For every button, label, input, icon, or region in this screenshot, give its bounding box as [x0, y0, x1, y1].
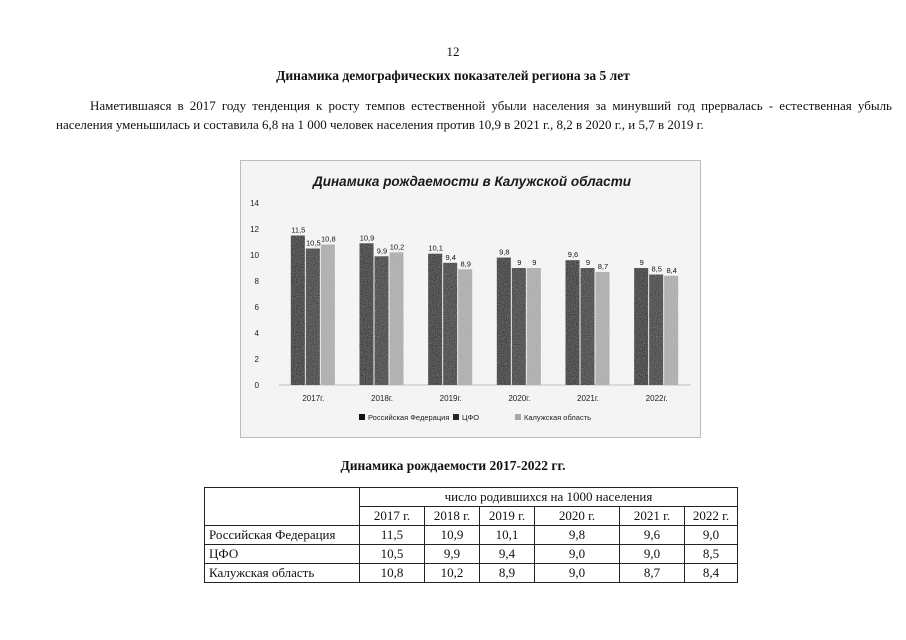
table-cell: 11,5 — [360, 526, 425, 545]
table-cell: 9,6 — [620, 526, 685, 545]
bar-2 — [649, 275, 663, 386]
bar-3 — [596, 272, 610, 385]
table-cell: 10,2 — [425, 564, 480, 583]
year-header: 2020 г. — [535, 507, 620, 526]
table-row — [205, 545, 738, 564]
data-label: 9,6 — [567, 250, 579, 260]
intro-text: Наметившаяся в 2017 году тенденция к росту темпов естественной убыли населения за минувший год прервалась - естественная убыль населения уменьшилась и составила 6,8 на 1 000 человек населения против 10,9 в 2021 г., 8,2 в 2020 г., и 5,7 в 2019 г. — [56, 98, 892, 132]
y-tick-label: 10 — [250, 251, 259, 260]
data-label: 11,5 — [291, 225, 306, 235]
bar-1 — [291, 236, 305, 386]
data-label: 9 — [585, 258, 591, 267]
table-header-row — [205, 488, 738, 507]
table-cell: 9,4 — [480, 545, 535, 564]
bar-3 — [527, 268, 541, 385]
x-tick-label: 2017г. — [302, 394, 325, 403]
intro-paragraph — [56, 96, 892, 134]
table-cell: 10,5 — [360, 545, 425, 564]
legend-label: ЦФО — [462, 413, 480, 422]
y-tick-label: 0 — [254, 381, 259, 390]
data-label: 10,8 — [321, 234, 336, 244]
y-tick-label: 2 — [254, 355, 259, 364]
y-tick-label: 4 — [254, 329, 259, 338]
bar-1 — [566, 260, 580, 385]
year-header: 2017 г. — [360, 507, 425, 526]
table-cell: 8,4 — [685, 564, 738, 583]
year-header: 2019 г. — [480, 507, 535, 526]
legend-swatch — [453, 414, 459, 420]
legend-swatch — [515, 414, 521, 420]
chart-title: Динамика рождаемости в Калужской области — [313, 174, 631, 189]
birth-rate-table — [204, 487, 738, 583]
table-cell: 10,8 — [360, 564, 425, 583]
data-label: 9,8 — [499, 247, 510, 257]
legend-label: Калужская область — [524, 413, 592, 422]
table-cell: 9,0 — [535, 545, 620, 564]
legend-label: Российская Федерация — [368, 413, 450, 422]
table-cell: 8,9 — [480, 564, 535, 583]
year-header: 2018 г. — [425, 507, 480, 526]
row-label: Калужская область — [205, 564, 360, 583]
y-tick-label: 6 — [254, 303, 259, 312]
table-cell: 9,0 — [535, 564, 620, 583]
table-cell: 9,9 — [425, 545, 480, 564]
data-label: 8,4 — [666, 265, 677, 275]
chart-canvas — [241, 161, 700, 437]
data-label: 9,4 — [445, 252, 456, 262]
bar-3 — [458, 269, 472, 385]
row-label: Российская Федерация — [205, 526, 360, 545]
data-label: 8,5 — [651, 264, 662, 274]
table-cell: 10,9 — [425, 526, 480, 545]
bar-2 — [443, 263, 457, 385]
bar-1 — [497, 258, 511, 385]
y-tick-label: 8 — [254, 277, 259, 286]
bar-1 — [428, 254, 442, 385]
bar-3 — [390, 252, 404, 385]
data-label: 10,2 — [389, 242, 405, 252]
bar-1 — [360, 243, 374, 385]
table-group-header: число родившихся на 1000 населения — [360, 488, 738, 507]
data-label: 8,9 — [460, 259, 471, 269]
x-tick-label: 2020г. — [508, 394, 531, 403]
year-header: 2021 г. — [620, 507, 685, 526]
bar-2 — [512, 268, 526, 385]
data-label: 8,7 — [597, 261, 609, 271]
data-label: 9,9 — [376, 246, 388, 256]
bar-3 — [664, 276, 678, 385]
table-row — [205, 526, 738, 545]
data-label: 10,5 — [306, 238, 321, 248]
page-number: 12 — [446, 44, 460, 59]
row-label: ЦФО — [205, 545, 360, 564]
y-tick-label: 12 — [250, 225, 259, 234]
table-corner-cell — [205, 488, 360, 526]
data-label: 9 — [517, 258, 522, 267]
table-cell: 9,0 — [620, 545, 685, 564]
birth-rate-chart — [240, 160, 701, 438]
data-label: 9 — [532, 258, 537, 267]
table-title: Динамика рождаемости 2017-2022 гг. — [340, 458, 566, 473]
x-tick-label: 2021г. — [577, 394, 599, 403]
section-title: Динамика демографических показателей региона за 5 лет — [276, 68, 630, 83]
year-header: 2022 г. — [685, 507, 738, 526]
y-tick-label: 14 — [250, 199, 259, 208]
bar-2 — [306, 249, 320, 386]
data-label: 9 — [639, 258, 644, 267]
bar-1 — [634, 268, 648, 385]
legend-swatch — [359, 414, 365, 420]
data-label: 10,9 — [359, 233, 375, 243]
table-cell: 8,7 — [620, 564, 685, 583]
x-tick-label: 2018г. — [371, 394, 393, 403]
table-cell: 8,5 — [685, 545, 738, 564]
bar-2 — [581, 268, 595, 385]
x-tick-label: 2022г. — [645, 394, 668, 403]
data-label: 10,1 — [428, 243, 443, 253]
bar-2 — [375, 256, 389, 385]
x-tick-label: 2019г. — [439, 394, 462, 403]
table-cell: 9,0 — [685, 526, 738, 545]
bar-3 — [321, 245, 335, 385]
table-cell: 9,8 — [535, 526, 620, 545]
table-row — [205, 564, 738, 583]
table-cell: 10,1 — [480, 526, 535, 545]
